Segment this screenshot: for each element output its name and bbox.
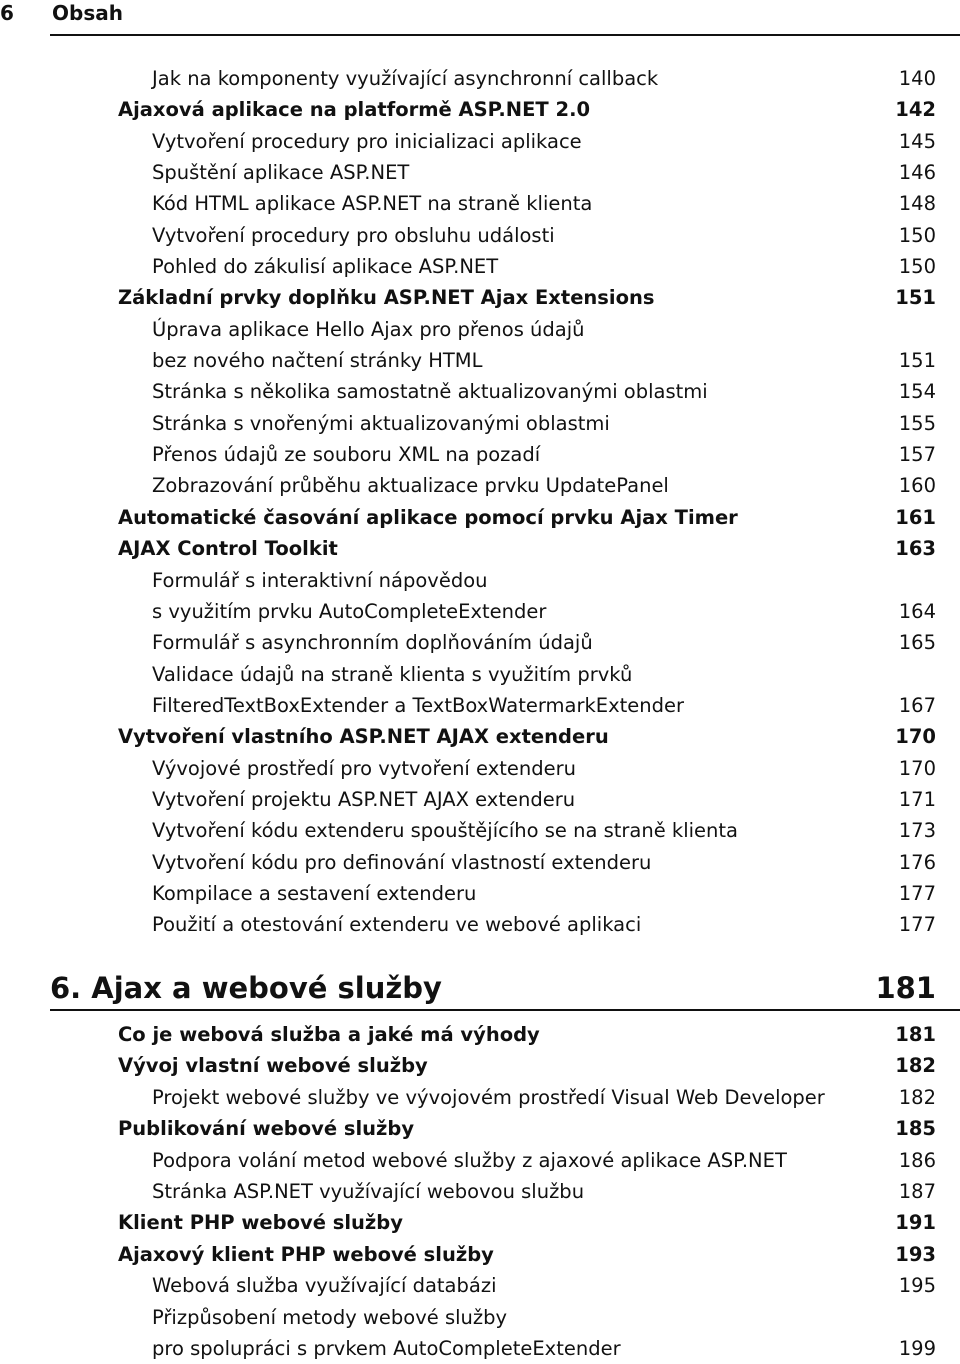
toc-entry-title: Přizpůsobení metody webové služby xyxy=(152,1305,508,1329)
toc-entry-page: 173 xyxy=(898,819,936,843)
toc-entry-title: Kód HTML aplikace ASP.NET na straně klienta xyxy=(152,192,593,216)
toc-entry-title: Vytvoření vlastního ASP.NET AJAX extenderu xyxy=(118,725,609,749)
toc-entry xyxy=(0,909,960,940)
toc-entry xyxy=(0,345,960,376)
page-number: 6 xyxy=(0,1,14,25)
toc-entry xyxy=(0,565,960,596)
toc-entry xyxy=(0,1239,960,1270)
toc-entry-page: 165 xyxy=(898,631,936,655)
toc-entry-page: 150 xyxy=(898,223,936,247)
toc-entry-page: 145 xyxy=(898,129,936,153)
toc-entry xyxy=(0,721,960,752)
toc-entry xyxy=(0,157,960,188)
toc-entry-page: 177 xyxy=(898,913,936,937)
toc-entry xyxy=(0,815,960,846)
toc-entry-page: 163 xyxy=(895,537,936,561)
toc-entry-page: 140 xyxy=(898,67,936,90)
toc-entry-title: Formulář s asynchronním doplňováním údajů xyxy=(152,631,593,655)
toc-entry xyxy=(0,753,960,784)
toc-entry-title: Co je webová služba a jaké má výhody xyxy=(118,1023,540,1046)
toc-entry-title: pro spolupráci s prvkem AutoCompleteExtender xyxy=(152,1336,621,1360)
toc-entry-title: Přenos údajů ze souboru XML na pozadí xyxy=(152,443,541,467)
toc-entry-page: 151 xyxy=(898,349,936,373)
toc-entry-page: 154 xyxy=(898,380,936,404)
toc-entry xyxy=(0,188,960,219)
toc-entry-page: 148 xyxy=(898,192,936,216)
toc-entry xyxy=(0,1082,960,1113)
toc-entry xyxy=(0,627,960,658)
toc-entry xyxy=(0,502,960,533)
toc-entry-title: FilteredTextBoxExtender a TextBoxWatermarkExtender xyxy=(152,693,685,717)
toc-entry-page: 182 xyxy=(895,1054,936,1078)
toc-entry-title: Webová služba využívající databázi xyxy=(152,1274,497,1298)
toc-entry xyxy=(0,1270,960,1301)
toc-entry-title: Zobrazování průběhu aktualizace prvku UpdatePanel xyxy=(152,474,669,498)
toc-entry-title: Vývoj vlastní webové služby xyxy=(118,1054,428,1078)
toc-entry xyxy=(0,847,960,878)
toc-entry-title: Stránka ASP.NET využívající webovou službu xyxy=(152,1179,585,1203)
toc-entry xyxy=(0,1145,960,1176)
toc-entry xyxy=(0,878,960,909)
toc-entry xyxy=(0,282,960,313)
toc-entry-page: 170 xyxy=(895,725,936,749)
toc-entry-page: 167 xyxy=(898,693,936,717)
toc-entry-title: Stránka s několika samostatně aktualizovanými oblastmi xyxy=(152,380,708,404)
toc-entry xyxy=(0,596,960,627)
toc-entry-title: Ajaxový klient PHP webové služby xyxy=(118,1242,494,1266)
toc-entry-title: Publikování webové služby xyxy=(118,1117,415,1141)
toc-entry-title: s využitím prvku AutoCompleteExtender xyxy=(152,599,547,623)
toc-entry-page: 146 xyxy=(898,161,936,185)
toc-entry-page: 191 xyxy=(895,1211,936,1235)
toc-entry-page: 186 xyxy=(898,1148,936,1172)
toc-entry-title: Klient PHP webové služby xyxy=(118,1211,403,1235)
toc-entry-title: Podpora volání metod webové služby z ajaxové aplikace ASP.NET xyxy=(152,1148,787,1172)
toc-entry-page: 164 xyxy=(898,599,936,623)
toc-entry-title: Validace údajů na straně klienta s využitím prvků xyxy=(152,662,633,686)
toc-entry-page: 151 xyxy=(895,286,936,310)
toc-entry-title: Projekt webové služby ve vývojovém prostředí Visual Web Developer xyxy=(152,1085,825,1109)
page-header xyxy=(0,0,960,38)
toc-entry-title: Úprava aplikace Hello Ajax pro přenos údajů xyxy=(152,317,585,341)
toc-list-part1 xyxy=(0,63,960,941)
toc-entry xyxy=(0,1302,960,1333)
toc-entry-page: 142 xyxy=(895,98,936,122)
header-rule xyxy=(50,34,960,36)
toc-entry xyxy=(0,126,960,157)
toc-entry-page: 161 xyxy=(895,505,936,529)
toc-entry-page: 199 xyxy=(898,1336,936,1360)
toc-entry xyxy=(0,251,960,282)
toc-entry-title: AJAX Control Toolkit xyxy=(118,537,338,561)
toc-entry-page: 176 xyxy=(898,850,936,874)
toc-entry xyxy=(0,63,960,94)
toc-entry-title: bez nového načtení stránky HTML xyxy=(152,349,483,373)
toc-entry-title: Použití a otestování extenderu ve webové aplikaci xyxy=(152,913,642,937)
toc-entry-title: Vytvoření procedury pro inicializaci aplikace xyxy=(152,129,582,153)
toc-entry-title: Základní prvky doplňku ASP.NET Ajax Extensions xyxy=(118,286,655,310)
chapter-heading xyxy=(50,968,960,1010)
toc-entry-title: Jak na komponenty využívající asynchronní callback xyxy=(152,67,659,90)
toc-entry xyxy=(0,784,960,815)
toc-entry-page: 177 xyxy=(898,881,936,905)
toc-entry-page: 195 xyxy=(898,1274,936,1298)
toc-entry-title: Ajaxová aplikace na platformě ASP.NET 2.0 xyxy=(118,98,591,122)
toc-entry-title: Vytvoření projektu ASP.NET AJAX extenderu xyxy=(152,787,576,811)
toc-entry-page: 187 xyxy=(898,1179,936,1203)
toc-entry-title: Pohled do zákulisí aplikace ASP.NET xyxy=(152,255,499,279)
toc-entry xyxy=(0,1176,960,1207)
toc-entry-page: 160 xyxy=(898,474,936,498)
toc-entry-page: 157 xyxy=(898,443,936,467)
toc-entry-title: Formulář s interaktivní nápovědou xyxy=(152,568,488,592)
toc-entry xyxy=(0,470,960,501)
toc-entry-title: Vytvoření kódu extenderu spouštějícího se na straně klienta xyxy=(152,819,738,843)
toc-entry-title: Automatické časování aplikace pomocí prvku Ajax Timer xyxy=(118,505,738,529)
chapter-rule xyxy=(50,1009,960,1011)
toc-entry xyxy=(0,220,960,251)
toc-entry xyxy=(0,376,960,407)
toc-entry-title: Stránka s vnořenými aktualizovanými oblastmi xyxy=(152,411,610,435)
chapter-page: 181 xyxy=(875,971,936,1005)
toc-entry xyxy=(0,1019,960,1050)
toc-entry xyxy=(0,690,960,721)
toc-entry xyxy=(0,408,960,439)
toc-entry-page: 182 xyxy=(898,1085,936,1109)
toc-list-part2 xyxy=(0,1019,960,1364)
toc-entry-page: 170 xyxy=(898,756,936,780)
toc-entry xyxy=(0,1050,960,1081)
toc-entry-title: Spuštění aplikace ASP.NET xyxy=(152,161,410,185)
toc-entry-page: 193 xyxy=(895,1242,936,1266)
page-title: Obsah xyxy=(52,1,123,25)
toc-entry-page: 185 xyxy=(895,1117,936,1141)
toc-entry xyxy=(0,94,960,125)
toc-entry xyxy=(0,1113,960,1144)
toc-entry xyxy=(0,659,960,690)
toc-entry-title: Vytvoření procedury pro obsluhu události xyxy=(152,223,555,247)
toc-entry-title: Kompilace a sestavení extenderu xyxy=(152,881,477,905)
toc-entry-page: 155 xyxy=(898,411,936,435)
toc-entry-page: 181 xyxy=(895,1023,936,1046)
chapter-title: 6. Ajax a webové služby xyxy=(50,971,442,1005)
toc-entry xyxy=(0,439,960,470)
toc-entry-page: 150 xyxy=(898,255,936,279)
toc-entry-title: Vývojové prostředí pro vytvoření extenderu xyxy=(152,756,576,780)
toc-entry xyxy=(0,1207,960,1238)
toc-entry xyxy=(0,314,960,345)
toc-entry xyxy=(0,533,960,564)
toc-entry-page: 171 xyxy=(898,787,936,811)
toc-entry-title: Vytvoření kódu pro definování vlastností extenderu xyxy=(152,850,652,874)
toc-entry xyxy=(0,1333,960,1364)
